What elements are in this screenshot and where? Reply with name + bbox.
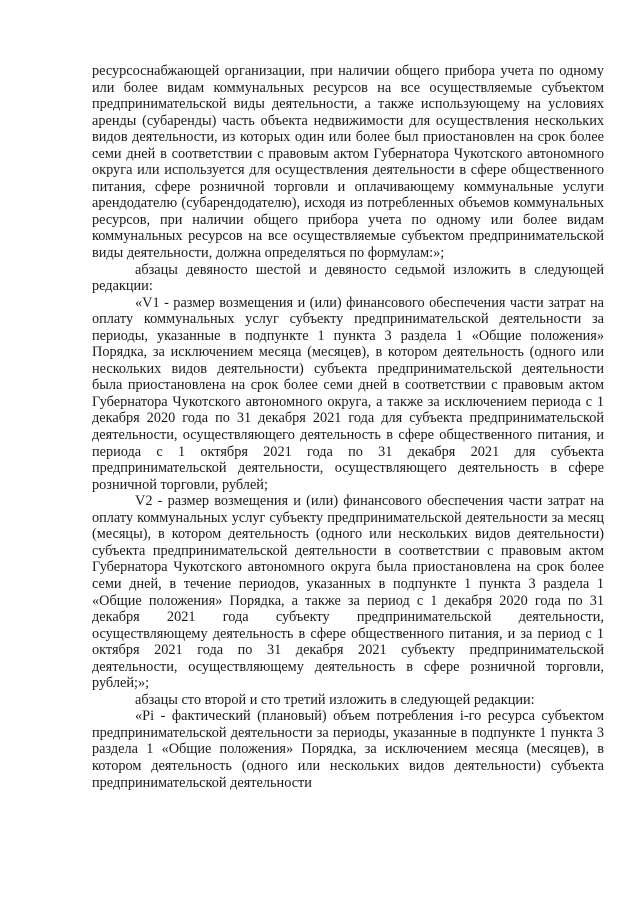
paragraph-pi-definition: «Pi - фактический (плановый) объем потребления i-го ресурса субъектом предпринимательской деятельности за периоды, указанные в подпункте 1 пункта 3 раздела 1 «Общие положения» Порядка, за исключением месяца (месяцев), в котором деятельность (одного или нескольких видов деятельности) субъекта предпринимательской деятельности [92, 708, 604, 791]
paragraph-amendment-96-97: абзацы девяносто шестой и девяносто седьмой изложить в следующей редакции: [92, 261, 604, 295]
paragraph-v2-definition: V2 - размер возмещения и (или) финансового обеспечения части затрат на оплату коммунальных услуг субъекту предпринимательской деятельности за месяц (месяцы), в котором деятельность (одного или нескольких видов деятельности) субъекта предпринимательской деятельности в соответствии с правовым актом Губернатора Чукотского автономного округа была приостановлена на срок более семи дней, в течение периодов, указанных в подпункте 1 пункта 3 раздела 1 «Общие положения» Порядка, а также за период с 1 декабря 2020 года по 31 декабря 2021 года субъекту предпринимательской деятельности, осуществляющему деятельность в сфере общественного питания, и за период с 1 октября 2021 года по 31 декабря 2021 субъекту предпринимательской деятельности, осуществляющему деятельность в сфере розничной торговли, рублей;»; [92, 493, 604, 692]
paragraph-v1-definition: «V1 - размер возмещения и (или) финансового обеспечения части затрат на оплату коммунальных услуг субъекту предпринимательской деятельности за периоды, указанные в подпункте 1 пункта 3 раздела 1 «Общие положения» Порядка, за исключением месяца (месяцев), в котором деятельность (одного или нескольких видов деятельности) субъекта предпринимательской деятельности была приостановлена на срок более семи дней в соответствии с правовым актом Губернатора Чукотского автономного округа, а также за исключением периода с 1 декабря 2020 года по 31 декабря 2021 года для субъекта предпринимательской деятельности, осуществляющего деятельность в сфере общественного питания, и периода с 1 октября 2021 года по 31 декабря 2021 для субъекта предпринимательской деятельности, осуществляющего деятельность в сфере розничной торговли, рублей; [92, 294, 604, 493]
paragraph-amendment-102-103: абзацы сто второй и сто третий изложить в следующей редакции: [135, 691, 535, 708]
paragraph-continuation: ресурсоснабжающей организации, при наличии общего прибора учета по одному или более видам коммунальных ресурсов на все осуществляемые субъектом предпринимательской виды деятельности, а также использующему на условиях аренды (субаренды) часть объекта недвижимости для осуществления нескольких видов деятельности, из которых один или более был приостановлен на срок более семи дней в соответствии с правовым актом Губернатора Чукотского автономного округа или используется для осуществления деятельности в сфере общественного питания, сфере розничной торговли и оплачивающему коммунальные услуги арендодателю (субарендодателю), исходя из потребленных объемов коммунальных ресурсов, при наличии общего прибора учета по одному или более видам коммунальных ресурсов на все осуществляемые субъектом предпринимательской виды деятельности, должна определяться по формулам:»; [92, 63, 604, 262]
document-body [92, 63, 604, 791]
